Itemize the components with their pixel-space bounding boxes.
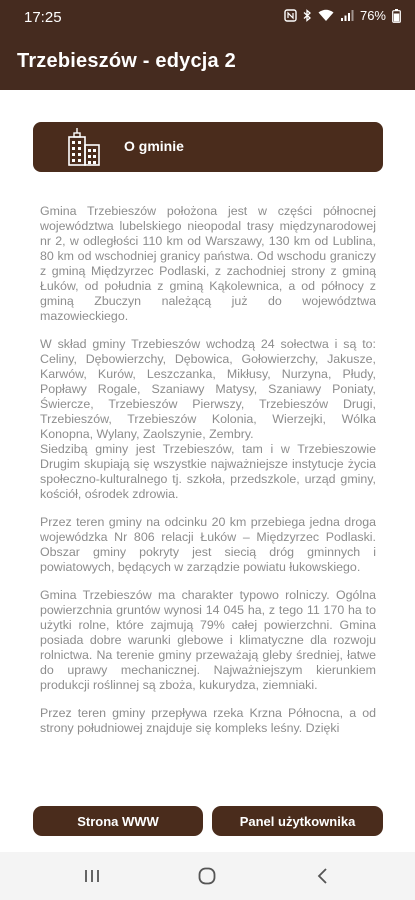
paragraph-location: Gmina Trzebieszów położona jest w części północnej województwa lubelskiego nieopodal trasy międzynarodowej nr 2, w odległości 110 km od Warszawy, 130 km od Lublina, 80 km od wschodniej granicy państwa. Od wschodu graniczy z gminą Międzyrzec Podlaski, z zachodniej strony z gminą Łuków, od południa z gminą Kąkolewnica, a od północy z gminą Zbuczyn należącą już do województwa mazowieckiego. [40, 204, 376, 323]
paragraph-villages: W skład gminy Trzebieszów wchodzą 24 sołectwa i są to: Celiny, Dębowierzchy, Dębowica, Gołowierzchy, Jakusze, Karwów, Kurów, Leszczanka, Mikłusy, Nurzyna, Płudy, Popławy Rogale, Szaniawy Matysy, Szaniawy Poniaty, Świercze, Trzebieszów Pierwszy, Trzebieszów Drugi, Trzebieszów, Trzebieszów Kolonia, Wierzejki, Wólka Konopna, Wylany, Zaolszynie, Zembry. [40, 337, 376, 441]
paragraph-river: Przez teren gminy przepływa rzeka Krzna Północna, a od strony południowej znajduje się kompleks leśny. Dzięki [40, 706, 376, 735]
home-icon[interactable] [197, 866, 217, 891]
paragraph-roads: Przez teren gminy na odcinku 20 km przebiega jedna droga wojewódzka Nr 806 relacji Łuków – Międzyrzec Podlaski. Obszar gminy pokryty jest siecią dróg gminnych i powiatowych, będących w zarządzie powiatu łukowskiego. [40, 515, 376, 574]
status-bar [0, 0, 415, 34]
status-icons [284, 8, 401, 23]
section-header-card [33, 122, 383, 172]
paragraph-agriculture: Gmina Trzebieszów ma charakter typowo rolniczy. Ogólna powierzchnia gruntów wynosi 14 045 ha, z tego 11 170 ha to użytki rolne, które zajmują 79% całej powierzchni. Gmina posiada dobre warunki glebowe i klimatyczne dla rozwoju rolnictwa. Na terenie gminy przeważają gleby średniej, łatwe do uprawy mechanicznej. Najważniejszym kierunkiem produkcji roślinnej są zboża, kukurydza, ziemniaki. [40, 588, 376, 692]
paragraph-seat: Siedzibą gminy jest Trzebieszów, tam i w Trzebieszowie Drugim skupiają się wszystkie najważniejsze instytucje życia społeczno-kulturalnego tj. szkoła, przedszkole, urząd gminy, kościół, ośrodek zdrowia. [40, 442, 376, 501]
wifi-icon [318, 9, 334, 22]
user-panel-button[interactable]: Panel użytkownika [212, 806, 383, 836]
app-bar [0, 34, 415, 90]
city-buildings-icon [67, 127, 101, 172]
nfc-icon [284, 9, 297, 22]
recent-apps-icon[interactable] [82, 866, 102, 891]
bluetooth-icon [303, 9, 312, 22]
section-title: O gminie [124, 138, 184, 154]
battery-icon [392, 9, 401, 23]
content-scroll-area[interactable] [40, 204, 376, 792]
back-icon[interactable] [313, 866, 333, 891]
status-time: 17:25 [24, 9, 62, 26]
website-button[interactable]: Strona WWW [33, 806, 203, 836]
app-title: Trzebieszów - edycja 2 [17, 50, 236, 72]
signal-icon [340, 9, 354, 22]
navigation-bar [0, 852, 415, 900]
battery-percentage: 76% [359, 8, 386, 23]
